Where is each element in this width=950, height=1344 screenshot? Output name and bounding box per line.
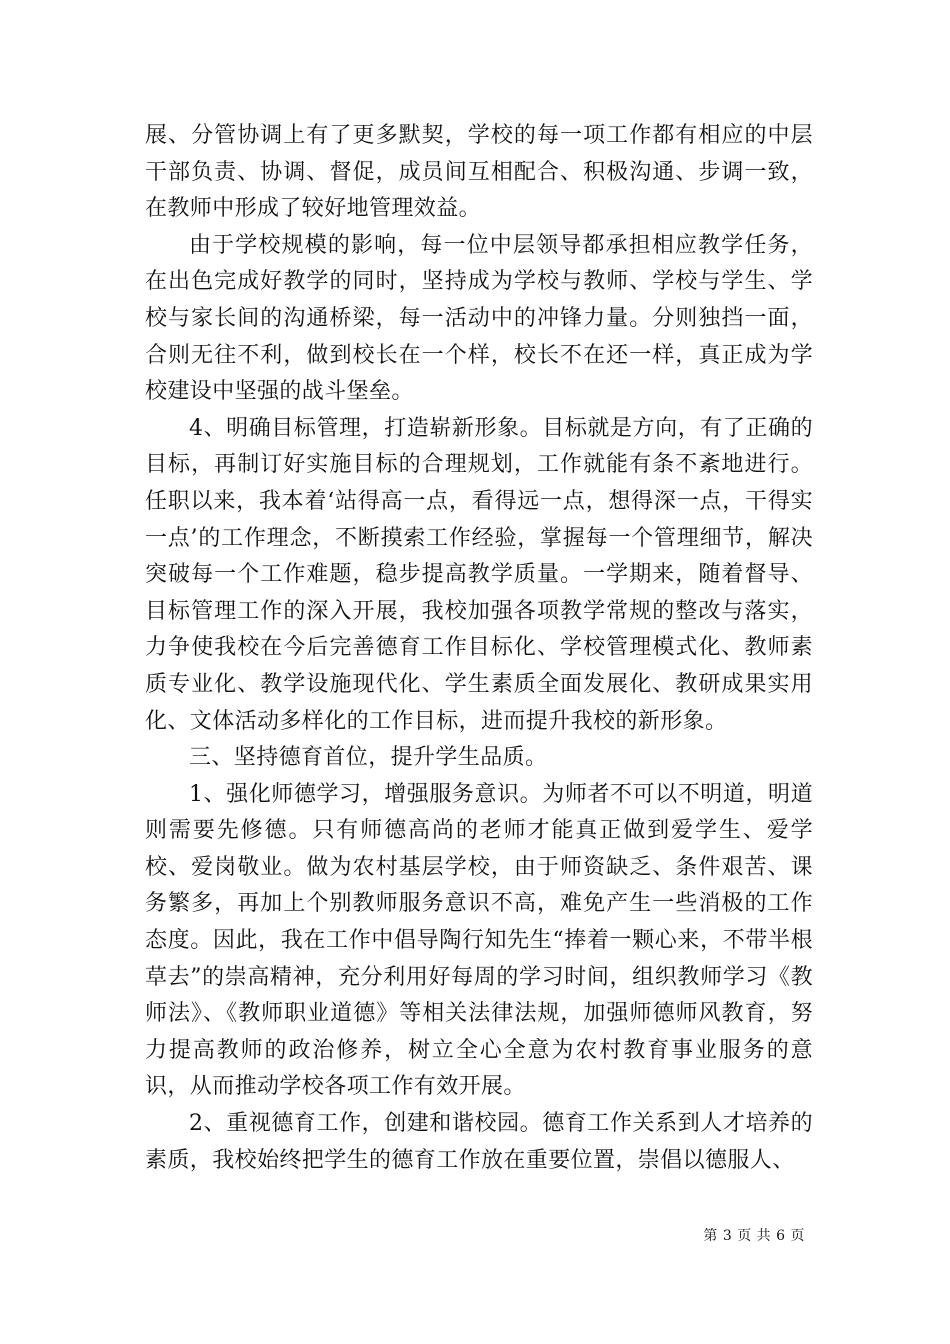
paragraph-4: 1、强化师德学习，增强服务意识。为师者不可以不明道，明道则需要先修德。只有师德高尚的老师才能真正做到爱学生、爱学校、爱岗敬业。做为农村基层学校，由于师资缺乏、条件艰苦、课务繁多，再加上个别教师服务意识不高，难免产生一些消极的工作态度。因此，我在工作中倡导陶行知先生“捧着一颗心来，不带半根草去”的崇高精神，充分利用好每周的学习时间，组织教师学习《教师法》、《教师职业道德》等相关法律法规，加强师德师风教育，努力提高教师的政治修养，树立全心全意为农村教育事业服务的意识，从而推动学校各项工作有效开展。	[145, 781, 813, 1100]
document-body	[145, 118, 813, 1179]
paragraph-3: 4、明确目标管理，打造崭新形象。目标就是方向，有了正确的目标，再制订好实施目标的合理规划，工作就能有条不紊地进行。任职以来，我本着‘站得高一点，看得远一点，想得深一点，干得实一点’的工作理念，不断摸索工作经验，掌握每一个管理细节，解决突破每一个工作难题，稳步提高教学质量。一学期来，随着督导、目标管理工作的深入开展，我校加强各项教学常规的整改与落实，力争使我校在今后完善德育工作目标化、学校管理模式化、教师素质专业化、教学设施现代化、学生素质全面发展化、教研成果实用化、文体活动多样化的工作目标，进而提升我校的新形象。	[145, 415, 813, 734]
section-heading: 三、坚持德育首位，提升学生品质。	[189, 745, 548, 771]
paragraph-5: 2、重视德育工作，创建和谐校园。德育工作关系到人才培养的素质，我校始终把学生的德育工作放在重要位置，崇倡以德服人、	[145, 1111, 813, 1173]
paragraph-1: 展、分管协调上有了更多默契，学校的每一项工作都有相应的中层干部负责、协调、督促，成员间互相配合、积极沟通、步调一致，在教师中形成了较好地管理效益。	[145, 123, 813, 222]
paragraph-2: 由于学校规模的影响，每一位中层领导都承担相应教学任务，在出色完成好教学的同时，坚持成为学校与教师、学校与学生、学校与家长间的沟通桥梁，每一活动中的冲锋力量。分则独挡一面，合则无往不利，做到校长在一个样，校长不在还一样，真正成为学校建设中坚强的战斗堡垒。	[145, 232, 813, 405]
page-number-footer: 第 3 页 共 6 页	[703, 1228, 805, 1244]
